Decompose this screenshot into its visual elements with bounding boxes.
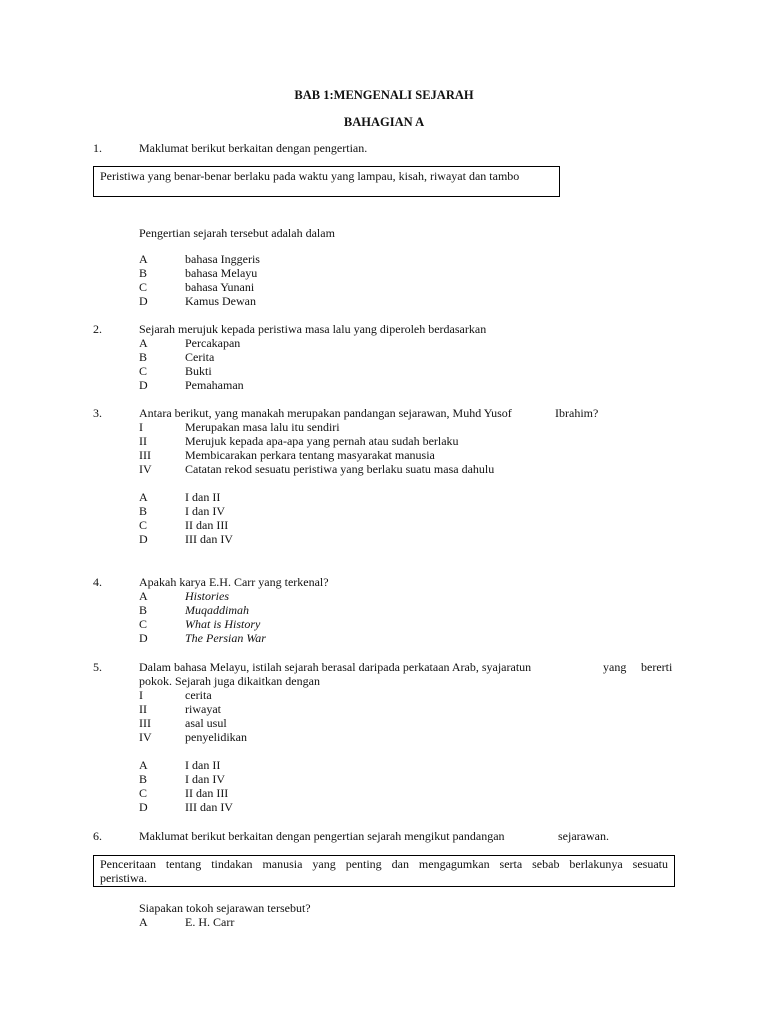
option-text: I dan II xyxy=(185,758,221,772)
option-text: Muqaddimah xyxy=(185,603,249,617)
option-text: Kamus Dewan xyxy=(185,294,256,308)
option-text: Bukti xyxy=(185,364,212,378)
question-number: 3. xyxy=(93,406,102,420)
statement-text: Membicarakan perkara tentang masyarakat manusia xyxy=(185,448,435,462)
option-key: C xyxy=(139,786,148,800)
question-text-tail: sejarawan. xyxy=(558,829,609,843)
question-text-tail: Ibrahim? xyxy=(555,406,599,420)
option-text: bahasa Yunani xyxy=(185,280,255,294)
option-key: C xyxy=(139,364,148,378)
option-text: The Persian War xyxy=(185,631,266,645)
question-text-end: bererti xyxy=(641,660,673,674)
question-number: 6. xyxy=(93,829,102,843)
statement-text: Catatan rekod sesuatu peristiwa yang berlaku suatu masa dahulu xyxy=(185,462,495,476)
option-text: Pemahaman xyxy=(185,378,244,392)
option-text: E. H. Carr xyxy=(185,915,235,929)
option-text: Cerita xyxy=(185,350,215,364)
statement-key: III xyxy=(139,448,151,462)
option-text: I dan IV xyxy=(185,504,225,518)
option-key: A xyxy=(139,252,148,266)
option-key: D xyxy=(139,378,148,392)
option-key: C xyxy=(139,280,148,294)
section-heading: BAHAGIAN A xyxy=(343,115,425,129)
question-text: Antara berikut, yang manakah merupakan pandangan sejarawan, Muhd Yusof xyxy=(139,406,512,420)
info-box-text: Peristiwa yang benar-benar berlaku pada waktu yang lampau, kisah, riwayat dan tambo xyxy=(100,169,520,183)
option-key: A xyxy=(139,336,148,350)
statement-text: asal usul xyxy=(185,716,227,730)
option-text: I dan IV xyxy=(185,772,225,786)
option-text: III dan IV xyxy=(185,800,233,814)
statement-key: IV xyxy=(139,730,152,744)
option-key: A xyxy=(139,589,148,603)
statement-key: I xyxy=(139,688,143,702)
question-number: 2. xyxy=(93,322,102,336)
statement-key: IV xyxy=(139,462,152,476)
statement-text: Merupakan masa lalu itu sendiri xyxy=(185,420,340,434)
question-text: Dalam bahasa Melayu, istilah sejarah berasal daripada perkataan Arab, syajaratun xyxy=(139,660,532,674)
page-title: BAB 1:MENGENALI SEJARAH xyxy=(294,88,474,102)
option-key: A xyxy=(139,758,148,772)
statement-text: penyelidikan xyxy=(185,730,247,744)
option-key: B xyxy=(139,504,148,518)
option-key: A xyxy=(139,915,148,929)
statement-text: riwayat xyxy=(185,702,221,716)
question-text-line2: pokok. Sejarah juga dikaitkan dengan xyxy=(139,674,320,688)
question-text: Maklumat berikut berkaitan dengan pengertian. xyxy=(139,141,368,155)
option-text: II dan III xyxy=(185,518,229,532)
option-key: A xyxy=(139,490,148,504)
question-number: 4. xyxy=(93,575,102,589)
option-text: Histories xyxy=(185,589,230,603)
question-number: 1. xyxy=(93,141,102,155)
option-text: III dan IV xyxy=(185,532,233,546)
option-text: I dan II xyxy=(185,490,221,504)
statement-key: I xyxy=(139,420,143,434)
question-prompt: Siapakan tokoh sejarawan tersebut? xyxy=(139,901,311,915)
question-text: Sejarah merujuk kepada peristiwa masa lalu yang diperoleh berdasarkan xyxy=(139,322,487,336)
info-box xyxy=(93,166,560,197)
option-text: What is History xyxy=(185,617,261,631)
statement-key: II xyxy=(139,702,147,716)
option-text: Percakapan xyxy=(185,336,241,350)
statement-key: II xyxy=(139,434,147,448)
info-box-line: peristiwa. xyxy=(100,871,147,885)
option-key: D xyxy=(139,800,148,814)
question-text: Apakah karya E.H. Carr yang terkenal? xyxy=(139,575,329,589)
info-box-line: Penceritaan tentang tindakan manusia yang penting dan mengagumkan serta sebab berlakunya sesuatu xyxy=(100,857,668,871)
question-text-mid: yang xyxy=(603,660,627,674)
option-text: bahasa Melayu xyxy=(185,266,258,280)
question-prompt: Pengertian sejarah tersebut adalah dalam xyxy=(139,226,335,240)
question-number: 5. xyxy=(93,660,102,674)
question-text: Maklumat berikut berkaitan dengan pengertian sejarah mengikut pandangan xyxy=(139,829,505,843)
option-key: B xyxy=(139,266,148,280)
statement-text: cerita xyxy=(185,688,212,702)
option-key: B xyxy=(139,603,148,617)
option-key: D xyxy=(139,294,148,308)
statement-key: III xyxy=(139,716,151,730)
option-key: B xyxy=(139,772,148,786)
option-text: II dan III xyxy=(185,786,229,800)
option-key: B xyxy=(139,350,148,364)
option-text: bahasa Inggeris xyxy=(185,252,260,266)
option-key: C xyxy=(139,617,148,631)
option-key: D xyxy=(139,631,148,645)
statement-text: Merujuk kepada apa-apa yang pernah atau sudah berlaku xyxy=(185,434,459,448)
info-box xyxy=(93,855,675,887)
option-key: D xyxy=(139,532,148,546)
option-key: C xyxy=(139,518,148,532)
